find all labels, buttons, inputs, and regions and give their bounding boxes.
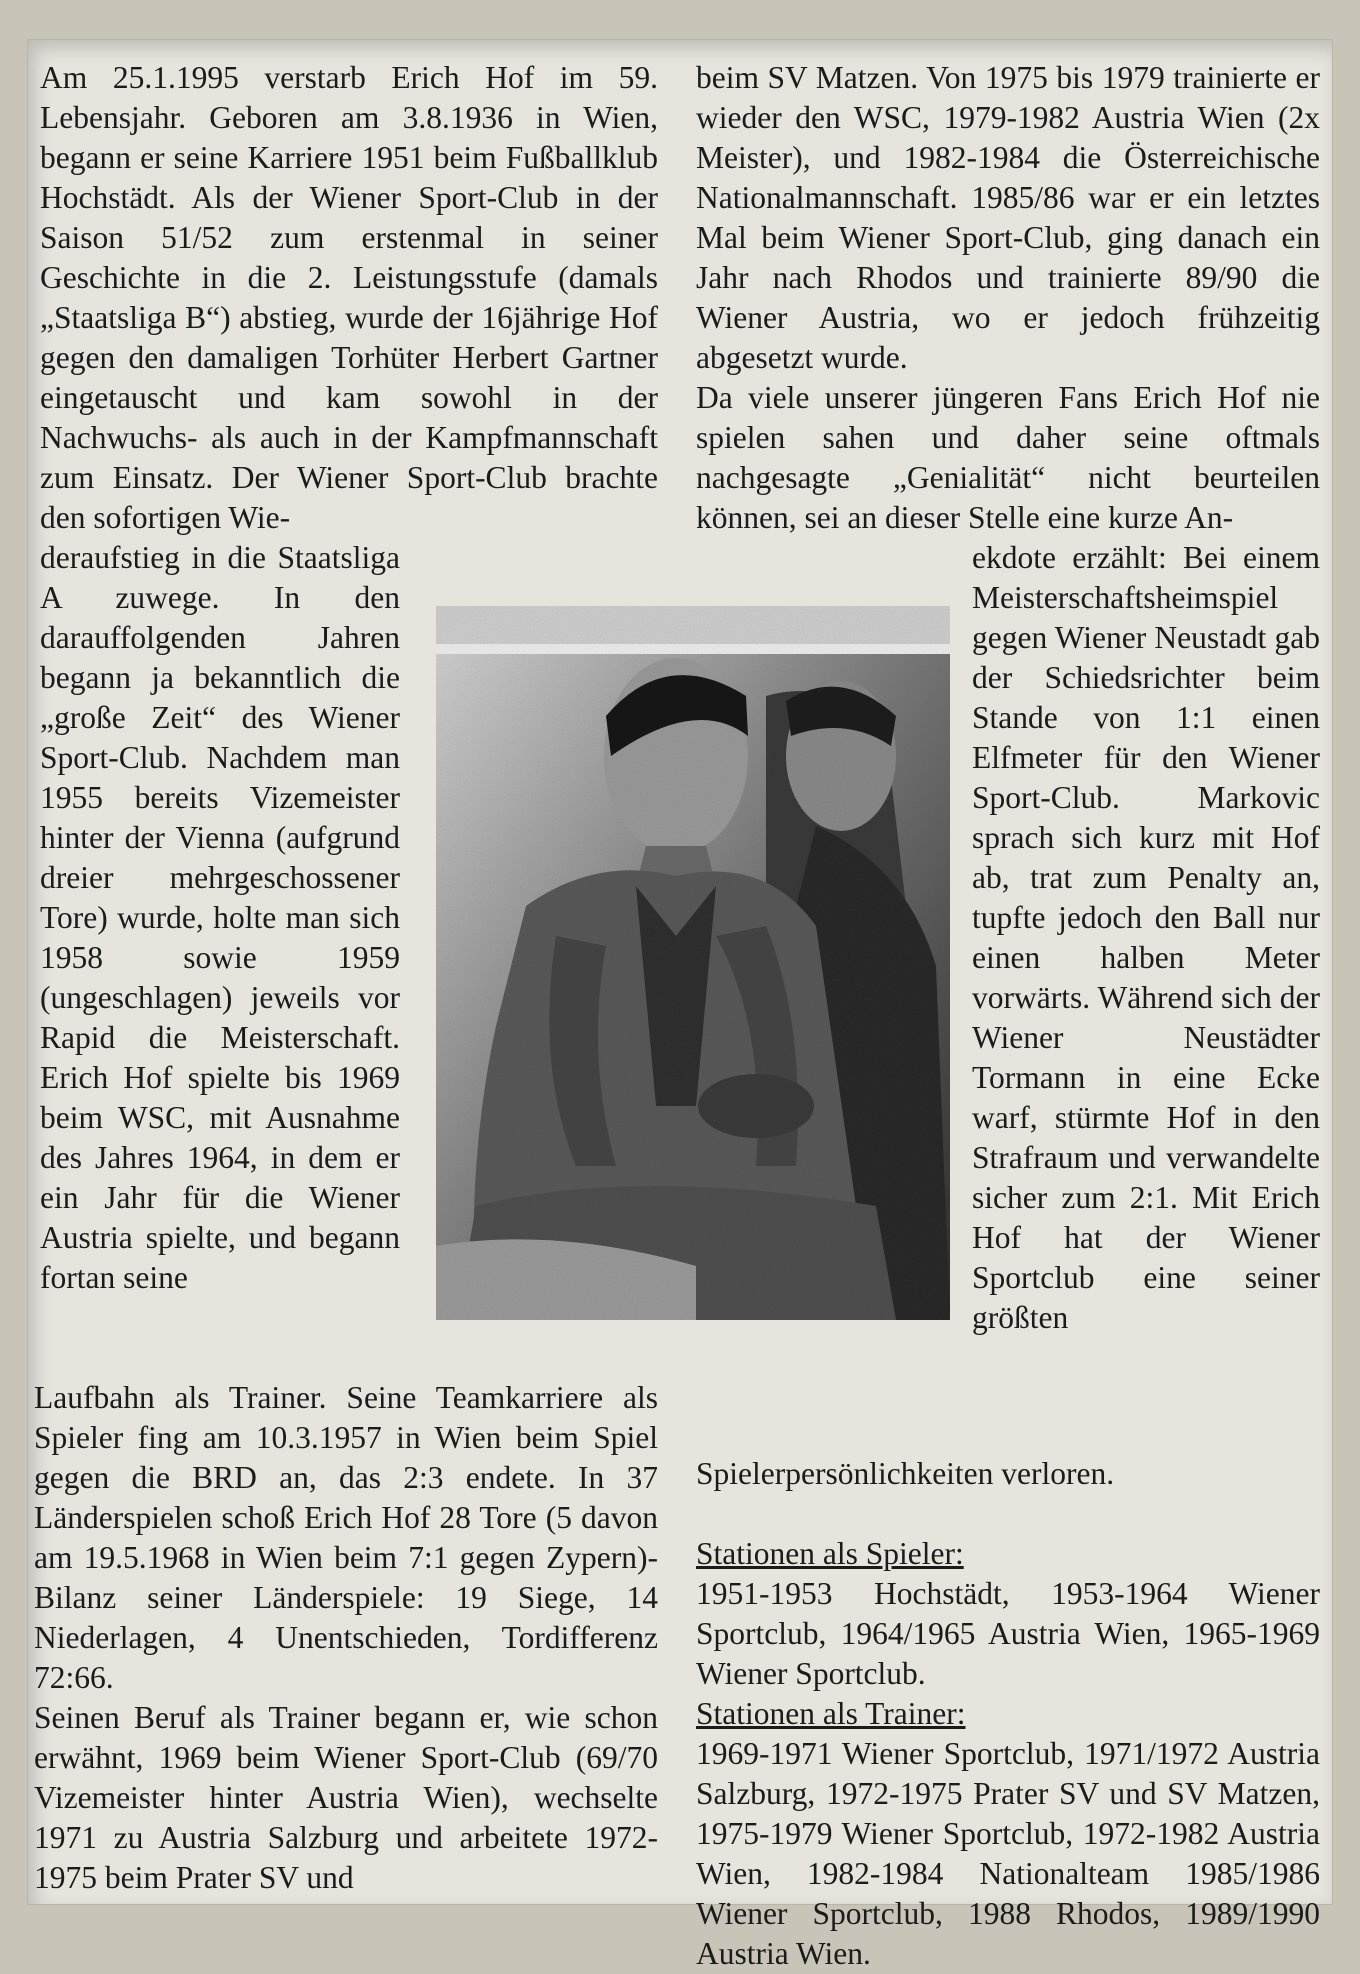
portrait-photo-image [436,606,950,1320]
career-stations-block [696,1454,1320,1974]
player-stations-text: 1951-1953 Hochstädt, 1953-1964 Wiener Sportclub, 1964/1965 Austria Wien, 1965-1969 Wiener Sportclub. [696,1576,1320,1691]
trainer-stations-heading: Stationen als Trainer: [696,1696,966,1731]
article-left-column-top: Am 25.1.1995 verstarb Erich Hof im 59. Lebensjahr. Geboren am 3.8.1936 in Wien, begann er seine Karriere 1951 beim Fußballklub Hochstädt. Als der Wiener Sport-Club in der Saison 51/52 zum erstenmal in seiner Geschichte in die 2. Leistungsstufe (damals „Staatsliga B“) abstieg, wurde der 16jährige Hof gegen den damaligen Torhüter Herbert Gartner eingetauscht und kam sowohl in der Nachwuchs- als auch in der Kampfmannschaft zum Einsatz. Der Wiener Sport-Club brachte den sofortigen Wie- [40,60,658,535]
article-left-column-bottom: Laufbahn als Trainer. Seine Teamkarriere als Spieler fing am 10.3.1957 in Wien beim Spiel gegen die BRD an, das 2:3 endete. In 37 Länderspielen schoß Erich Hof 28 Tore (5 davon am 19.5.1968 in Wien beim 7:1 gegen Zypern)- Bilanz seiner Länderspiele: 19 Siege, 14 Niederlagen, 4 Unentschieden, Tordifferenz 72:66. Seinen Beruf als Trainer begann er, wie schon erwähnt, 1969 beim Wiener Sport-Club (69/70 Vizemeister hinter Austria Wien), wechselte 1971 zu Austria Salzburg und arbeitete 1972-1975 beim Prater SV und [34,1380,658,1895]
player-stations-heading: Stationen als Spieler: [696,1536,964,1571]
article-right-column-wrap: ekdote erzählt: Bei einem Meisterschaftsheimspiel gegen Wiener Neustadt gab der Schiedsrichter beim Stande von 1:1 einen Elfmeter für den Wiener Sport-Club. Markovic sprach sich kurz mit Hof ab, trat zum Penalty an, tupfte jedoch den Ball nur einen halben Meter vorwärts. Während sich der Wiener Neustädter Tormann in eine Ecke warf, stürmte Hof in den Strafraum und verwandelte sicher zum 2:1. Mit Erich Hof hat der Wiener Sportclub eine seiner größten [972,540,1320,1335]
portrait-photo [436,606,950,1320]
article-right-column-top: beim SV Matzen. Von 1975 bis 1979 trainierte er wieder den WSC, 1979-1982 Austria Wien (2x Meister), und 1982-1984 die Österreichische Nationalmannschaft. 1985/86 war er ein letztes Mal beim Wiener Sport-Club, ging danach ein Jahr nach Rhodos und trainierte 89/90 die Wiener Austria, wo er jedoch frühzeitig abgesetzt wurde. Da viele unserer jüngeren Fans Erich Hof nie spielen sahen und daher seine oftmals nachgesagte „Genialität“ nicht beurteilen können, sei an dieser Stelle eine kurze An- [696,60,1320,535]
article-closing-line: Spielerpersönlichkeiten verloren. [696,1456,1115,1491]
newspaper-page [28,40,1332,1971]
article-left-column-wrap: deraufstieg in die Staatsliga A zuwege. In den darauffolgenden Jahren begann ja bekanntlich die „große Zeit“ des Wiener Sport-Club. Nachdem man 1955 bereits Vizemeister hinter der Vienna (aufgrund dreier mehrgeschossener Tore) wurde, holte man sich 1958 sowie 1959 (ungeschlagen) jeweils vor Rapid die Meisterschaft. Erich Hof spielte bis 1969 beim WSC, mit Ausnahme des Jahres 1964, in dem er ein Jahr für die Wiener Austria spielte, und begann fortan seine [40,540,400,1295]
trainer-stations-text: 1969-1971 Wiener Sportclub, 1971/1972 Austria Salzburg, 1972-1975 Prater SV und SV Matzen, 1975-1979 Wiener Sportclub, 1972-1982 Austria Wien, 1982-1984 Nationalteam 1985/1986 Wiener Sportclub, 1988 Rhodos, 1989/1990 Austria Wien. [696,1736,1320,1971]
